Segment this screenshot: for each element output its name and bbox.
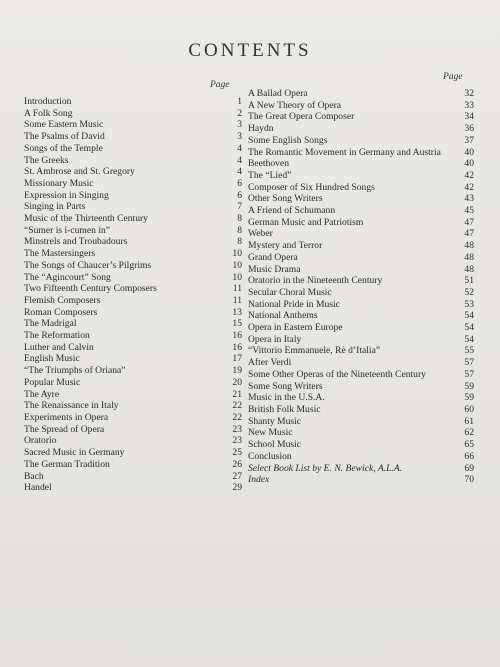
toc-entry [248, 275, 474, 287]
toc-entry [24, 342, 242, 354]
toc-entry [248, 135, 474, 147]
toc-entry-page: 1 [237, 96, 242, 107]
toc-entry-page: 47 [464, 228, 474, 240]
toc-entry-page: 13 [232, 306, 242, 318]
toc-entry-page: 8 [237, 213, 242, 225]
toc-entry [248, 439, 474, 451]
toc-entry [24, 400, 242, 412]
toc-entry-page: 8 [237, 224, 242, 236]
toc-entry [24, 365, 242, 377]
toc-entry [24, 295, 242, 307]
toc-entry [248, 205, 474, 217]
toc-entry-title: The Reformation [24, 330, 90, 342]
toc-entry-title: Some Eastern Music [24, 119, 104, 131]
toc-entry-page: 22 [232, 411, 242, 423]
toc-entry-title: The “Agincourt” Song [24, 271, 111, 283]
toc-entry [248, 228, 474, 240]
toc-entry-page: 20 [232, 376, 242, 388]
toc-entry-title: St. Ambrose and St. Gregory [24, 166, 135, 178]
left-contents-column [24, 96, 242, 494]
toc-entry-title: Singing in Parts [24, 201, 86, 213]
toc-entry-page: 33 [464, 99, 474, 111]
toc-entry-title: New Music [248, 427, 293, 439]
toc-entry-page: 19 [232, 365, 242, 377]
toc-entry-title: School Music [248, 439, 302, 451]
toc-entry [24, 482, 242, 494]
toc-entry-page: 7 [237, 201, 242, 213]
toc-entry-page: 54 [464, 322, 474, 334]
toc-entry-page: 51 [464, 275, 474, 287]
toc-entry-title: The Ayre [24, 388, 60, 400]
toc-entry-page: 53 [464, 298, 474, 310]
toc-entry-page: 8 [237, 236, 242, 248]
toc-entry [24, 459, 242, 471]
toc-entry [248, 381, 474, 393]
toc-entry-page: 45 [464, 205, 474, 217]
toc-entry-title: Music Drama [248, 263, 301, 275]
toc-entry-page: 16 [232, 341, 242, 353]
toc-entry-page: 10 [232, 259, 242, 271]
toc-entry-page: 32 [464, 88, 474, 99]
toc-entry-page: 34 [464, 111, 474, 123]
toc-entry [248, 345, 474, 357]
toc-entry-page: 16 [232, 330, 242, 342]
toc-entry-title: Some Song Writers [248, 380, 323, 392]
toc-entry-title: National Pride in Music [248, 298, 340, 310]
toc-entry [24, 471, 242, 483]
toc-entry [248, 463, 474, 475]
toc-entry-page: 52 [464, 286, 474, 298]
toc-entry-title: The “Lied” [248, 169, 292, 181]
toc-entry-title: Songs of the Temple [24, 142, 103, 154]
toc-entry-page: 48 [464, 251, 474, 263]
toc-entry-page: 4 [237, 166, 242, 178]
toc-entry-page: 10 [232, 271, 242, 283]
toc-entry [24, 318, 242, 330]
toc-entry-page: 40 [464, 146, 474, 158]
toc-entry-page: 70 [464, 474, 474, 486]
toc-entry [248, 123, 474, 135]
toc-entry-title: A Friend of Schumann [248, 205, 336, 217]
toc-entry-page: 3 [237, 119, 242, 131]
toc-entry-title: Select Book List by E. N. Bewick, A.L.A. [248, 462, 403, 474]
toc-entry-page: 48 [464, 263, 474, 275]
toc-entry-title: Roman Composers [24, 306, 98, 318]
toc-entry [24, 166, 242, 178]
toc-entry [24, 447, 242, 459]
toc-entry-title: The Songs of Chaucer’s Pilgrims [24, 259, 152, 271]
toc-entry-title: The German Tradition [24, 458, 110, 470]
right-page-column-header: Page [443, 72, 463, 82]
toc-entry-title: Grand Opera [248, 251, 298, 263]
toc-entry-page: 6 [237, 177, 242, 189]
toc-entry [248, 217, 474, 229]
toc-entry-title: Some Other Operas of the Nineteenth Century [248, 368, 426, 380]
toc-entry [248, 310, 474, 322]
toc-entry [24, 108, 242, 120]
toc-entry [24, 260, 242, 272]
toc-entry [24, 143, 242, 155]
toc-entry-title: Haydn [248, 123, 274, 135]
toc-entry [24, 178, 242, 190]
toc-entry-page: 55 [464, 345, 474, 357]
toc-entry [248, 427, 474, 439]
toc-entry-title: Sacred Music in Germany [24, 447, 125, 459]
toc-entry [24, 248, 242, 260]
toc-entry-title: Two Fifteenth Century Composers [24, 283, 157, 295]
toc-entry-title: A Ballad Opera [248, 88, 308, 99]
toc-entry-page: 61 [464, 415, 474, 427]
toc-entry [24, 412, 242, 424]
toc-entry-page: 60 [464, 403, 474, 415]
toc-entry [248, 357, 474, 369]
toc-entry-page: 23 [232, 435, 242, 447]
toc-entry-title: Secular Choral Music [248, 286, 332, 298]
toc-entry-page: 4 [237, 142, 242, 154]
toc-entry-title: The Great Opera Composer [248, 111, 355, 123]
toc-entry [248, 369, 474, 381]
toc-entry-title: “Vittorio Emmanuele, Rè d’Italia” [248, 345, 381, 357]
toc-entry-page: 65 [464, 439, 474, 451]
toc-entry [24, 272, 242, 284]
toc-entry [24, 435, 242, 447]
toc-entry-title: Shanty Music [248, 415, 302, 427]
toc-entry [248, 158, 474, 170]
toc-entry-title: Oratorio [24, 435, 57, 447]
toc-entry-title: Experiments in Opera [24, 411, 109, 423]
toc-entry-page: 62 [464, 427, 474, 439]
toc-entry [24, 353, 242, 365]
toc-entry-title: Opera in Eastern Europe [248, 322, 343, 334]
toc-entry-title: National Anthems [248, 310, 318, 322]
toc-entry-title: Opera in Italy [248, 333, 302, 345]
toc-entry [248, 182, 474, 194]
toc-entry-page: 4 [237, 154, 242, 166]
toc-entry-page: 3 [237, 131, 242, 143]
toc-entry-title: Music in the U.S.A. [248, 392, 325, 404]
toc-entry-title: Other Song Writers [248, 193, 323, 205]
toc-entry [24, 119, 242, 131]
toc-entry [24, 307, 242, 319]
toc-entry-title: After Verdi [248, 357, 292, 369]
toc-entry [24, 131, 242, 143]
toc-entry-page: 43 [464, 193, 474, 205]
right-contents-column [248, 88, 474, 486]
toc-entry-title: Luther and Calvin [24, 341, 94, 353]
page-title: CONTENTS [188, 40, 312, 61]
toc-entry [24, 201, 242, 213]
toc-entry [248, 287, 474, 299]
toc-entry-title: “Sumer is i-cumen in” [24, 224, 111, 236]
toc-entry [24, 389, 242, 401]
toc-entry [24, 225, 242, 237]
toc-entry [248, 392, 474, 404]
toc-entry-title: The Mastersingers [24, 248, 96, 260]
toc-entry-title: English Music [24, 353, 80, 365]
toc-entry-page: 26 [232, 458, 242, 470]
toc-entry-page: 10 [232, 248, 242, 260]
toc-entry-title: Weber [248, 228, 273, 240]
toc-entry [24, 330, 242, 342]
toc-entry-title: Flemish Composers [24, 294, 101, 306]
toc-entry-title: A Folk Song [24, 107, 73, 119]
toc-entry-page: 42 [464, 169, 474, 181]
toc-entry [248, 193, 474, 205]
toc-entry [24, 424, 242, 436]
toc-entry [248, 111, 474, 123]
toc-entry [24, 377, 242, 389]
toc-entry-page: 59 [464, 392, 474, 404]
toc-entry [248, 299, 474, 311]
toc-entry [24, 283, 242, 295]
toc-entry-title: The Renaissance in Italy [24, 400, 119, 412]
toc-entry-title: German Music and Patriotism [248, 216, 364, 228]
toc-entry-page: 40 [464, 158, 474, 170]
toc-entry-page: 54 [464, 333, 474, 345]
toc-entry [248, 416, 474, 428]
toc-entry-title: Bach [24, 470, 44, 482]
toc-entry [248, 147, 474, 159]
toc-entry [248, 100, 474, 112]
toc-entry-page: 15 [232, 318, 242, 330]
toc-entry-title: Mystery and Terror [248, 240, 323, 252]
toc-entry-title: Some English Songs [248, 134, 328, 146]
toc-entry-title: A New Theory of Opera [248, 99, 342, 111]
toc-entry [248, 240, 474, 252]
toc-entry-title: British Folk Music [248, 403, 321, 415]
toc-entry-page: 59 [464, 380, 474, 392]
toc-entry-page: 66 [464, 450, 474, 462]
toc-entry [248, 170, 474, 182]
toc-entry [24, 190, 242, 202]
toc-entry [24, 155, 242, 167]
toc-entry [24, 236, 242, 248]
toc-entry-page: 11 [232, 294, 242, 306]
toc-entry-page: 54 [464, 310, 474, 322]
toc-entry [248, 88, 474, 100]
toc-entry [24, 96, 242, 108]
toc-entry-title: Handel [24, 482, 52, 494]
toc-entry-page: 69 [464, 462, 474, 474]
toc-entry-title: Composer of Six Hundred Songs [248, 181, 375, 193]
toc-entry-page: 36 [464, 123, 474, 135]
toc-entry-title: “The Triumphs of Oriana” [24, 365, 126, 377]
toc-entry-title: Introduction [24, 96, 72, 107]
toc-entry-page: 2 [237, 107, 242, 119]
toc-entry-page: 21 [232, 388, 242, 400]
toc-entry-title: Music of the Thirteenth Century [24, 213, 148, 225]
toc-entry [248, 474, 474, 486]
toc-entry [248, 322, 474, 334]
toc-entry-page: 57 [464, 368, 474, 380]
toc-entry-page: 42 [464, 181, 474, 193]
toc-entry-title: Popular Music [24, 376, 81, 388]
toc-entry [248, 451, 474, 463]
toc-entry-page: 27 [232, 470, 242, 482]
toc-entry-title: Index [248, 474, 270, 486]
toc-entry-title: The Psalms of David [24, 131, 105, 143]
toc-entry-page: 25 [232, 447, 242, 459]
toc-entry-title: The Spread of Opera [24, 423, 105, 435]
left-page-column-header: Page [210, 80, 230, 90]
toc-entry-title: The Madrigal [24, 318, 77, 330]
toc-entry-title: Minstrels and Troubadours [24, 236, 128, 248]
toc-entry-page: 17 [232, 353, 242, 365]
toc-entry-page: 47 [464, 216, 474, 228]
toc-entry [248, 252, 474, 264]
toc-entry [248, 334, 474, 346]
toc-entry-title: The Romantic Movement in Germany and Austria [248, 146, 441, 158]
toc-entry-title: Missionary Music [24, 177, 94, 189]
toc-entry-page: 23 [232, 423, 242, 435]
toc-entry-title: Beethoven [248, 158, 290, 170]
toc-entry-title: Expression in Singing [24, 189, 109, 201]
toc-entry-page: 22 [232, 400, 242, 412]
toc-entry-title: The Greeks [24, 154, 69, 166]
toc-entry [248, 264, 474, 276]
toc-entry-title: Conclusion [248, 450, 292, 462]
toc-entry-page: 57 [464, 357, 474, 369]
toc-entry-page: 11 [232, 283, 242, 295]
toc-entry-page: 48 [464, 240, 474, 252]
toc-entry [248, 404, 474, 416]
toc-entry-page: 37 [464, 134, 474, 146]
toc-entry-title: Oratorio in the Nineteenth Century [248, 275, 383, 287]
toc-entry-page: 29 [232, 482, 242, 494]
toc-entry-page: 6 [237, 189, 242, 201]
toc-entry [24, 213, 242, 225]
